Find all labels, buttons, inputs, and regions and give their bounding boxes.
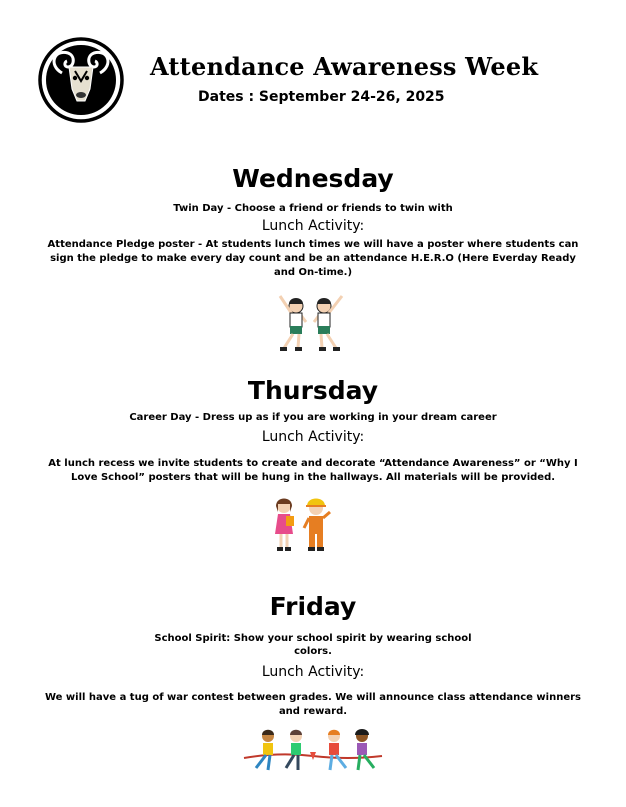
lunch-activity-wednesday: Attendance Pledge poster - At students lunch times we will have a poster where students can sign the pledge to make every day count and be an attendance H.E.R.O (Here Everday Ready and On-time.) (47, 239, 579, 278)
lunch-activity-thursday: At lunch recess we invite students to create and decorate “Attendance Awareness” or “Why I Love School” posters that will be hung in the hallways. All materials will be provided. (48, 458, 578, 483)
career-kids-illustration (266, 494, 340, 556)
lunch-activity-friday: We will have a tug of war contest between grades. We will announce class attendance winners and reward. (44, 692, 581, 717)
lunch-label-friday: Lunch Activity: (261, 664, 365, 680)
twin-kids-illustration (262, 290, 362, 354)
day-theme-thursday: Career Day - Dress up as if you are working in your dream career (129, 412, 497, 423)
day-heading-wednesday: Wednesday (232, 164, 394, 193)
day-heading-thursday: Thursday (247, 376, 379, 405)
day-heading-friday: Friday (269, 592, 357, 621)
event-dates: Dates : September 24-26, 2025 (198, 89, 445, 105)
page-title: Attendance Awareness Week (150, 52, 539, 81)
tug-of-war-illustration (238, 726, 388, 774)
lunch-label-thursday: Lunch Activity: (261, 429, 365, 445)
lunch-label-wednesday: Lunch Activity: (261, 218, 365, 234)
ram-mascot-icon (38, 37, 124, 123)
day-theme-friday: School Spirit: Show your school spirit by wearing school colors. (154, 633, 472, 657)
day-theme-wednesday: Twin Day - Choose a friend or friends to twin with (173, 203, 453, 214)
